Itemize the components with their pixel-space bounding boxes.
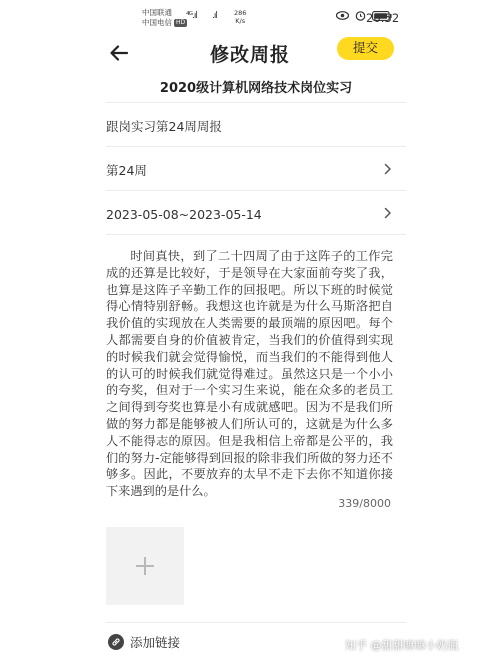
eye-icon	[336, 11, 349, 20]
watermark: 知乎 @甜甜嘛嘛小奶瓶	[345, 639, 459, 652]
alarm-icon	[355, 10, 366, 21]
report-title-value: 跟岗实习第24周周报	[106, 119, 222, 134]
week-selector[interactable]	[106, 150, 394, 190]
divider	[106, 234, 406, 235]
char-counter: 339/8000	[338, 497, 391, 510]
submit-button[interactable]: 提交	[337, 37, 394, 60]
report-title-field[interactable]	[106, 106, 394, 146]
page-title: 修改周报	[209, 44, 290, 66]
navbar	[0, 36, 500, 80]
carrier-2: 中国电信	[142, 18, 172, 27]
divider	[106, 190, 406, 191]
date-range-selector[interactable]	[106, 194, 394, 234]
divider	[106, 622, 406, 623]
report-content-textarea[interactable]	[106, 248, 393, 500]
chevron-right-icon	[384, 207, 392, 219]
course-title: 2020级计算机网络技术岗位实习	[159, 81, 353, 96]
report-content-text: 时间真快，到了二十四周了由于这阵子的工作完成的还算是比较好，于是领导在大家面前夸奖了我，也算是这阵子辛勤工作的回报吧。所以下班的时候觉得心情特别舒畅。我想这也许就是为什么马斯洛把自我价值的实现放在人类需要的最顶端的原因吧。每个人都需要自身的价值被肯定，当我们的价值得到实现的时候我们就会觉得愉悦，而当我们的不能得到他人的认可的时候我们就觉得难过。虽然这只是一个小小的夸奖，但对于一个实习生来说，能在众多的老员工之间得到夸奖也算是小有成就感吧。因为不是我们所做的努力都是能够被人们所认可的，这就是为什么多人不能得志的原因。但是我相信上帝都是公平的，我们的努力-定能够得到回报的除非我们所做的努力还不够多。因此，不要放弃的太早不走下去你不知道你接下来遇到的是什么。	[106, 249, 393, 499]
divider	[106, 146, 406, 147]
status-bar	[0, 0, 500, 36]
week-value: 第24周	[106, 163, 147, 178]
divider	[106, 102, 406, 103]
signal-2-icon: .ıl	[212, 11, 217, 21]
signal-1-icon: ⁴ᴳ.ıl	[186, 11, 197, 21]
add-link-button[interactable]	[108, 633, 180, 651]
hd-badge: HD	[176, 19, 186, 26]
add-link-label: 添加链接	[130, 635, 181, 650]
carrier-1: 中国联通	[142, 8, 172, 17]
network-speed: 286 K/s	[234, 9, 247, 25]
chevron-right-icon	[384, 163, 392, 175]
add-image-button[interactable]	[106, 527, 184, 605]
date-range-value: 2023-05-08~2023-05-14	[106, 206, 262, 222]
link-icon	[108, 634, 124, 650]
carrier-info	[142, 8, 187, 28]
clock: 20:52	[366, 11, 400, 25]
